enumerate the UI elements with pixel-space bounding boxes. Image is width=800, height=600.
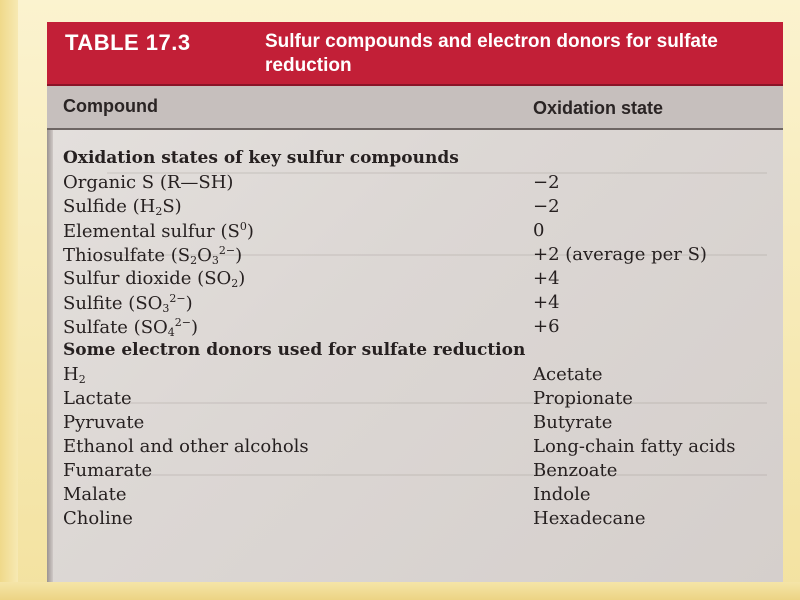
table-row: [47, 196, 783, 220]
electron-donor-left: Lactate: [63, 388, 132, 409]
table-row: [47, 220, 783, 244]
compound-name: Sulfite $(SO_3^{2-})$: [63, 292, 193, 315]
table-row: [47, 244, 783, 268]
table-header-band: [47, 22, 783, 86]
table-row: [47, 436, 783, 460]
oxidation-value: 0: [533, 220, 545, 241]
compound-name: Organic S (R—SH): [63, 172, 234, 193]
oxidation-value: +6: [533, 316, 560, 337]
electron-donor-right: Acetate: [533, 364, 603, 385]
section-heading-electron-donors: Some electron donors used for sulfate reduction: [63, 340, 526, 360]
table-title: Sulfur compounds and electron donors for sulfate reduction: [265, 31, 718, 76]
electron-donor-right: Propionate: [533, 388, 633, 409]
oxidation-value: −2: [533, 172, 560, 193]
electron-donor-left: Malate: [63, 484, 127, 505]
table-row: [47, 388, 783, 412]
table-row: [47, 460, 783, 484]
electron-donor-left: Pyruvate: [63, 412, 145, 433]
table-photo: [47, 22, 783, 582]
compound-name: Sulfide $(H_2S)$: [63, 196, 182, 218]
slide-frame-left: [0, 0, 18, 600]
section-heading-oxidation-states: Oxidation states of key sulfur compounds: [63, 148, 459, 168]
table-row: [47, 292, 783, 316]
compound-name: Thiosulfate $(S_2O_3^{2-})$: [63, 244, 243, 267]
table-number: TABLE 17.3: [65, 30, 191, 55]
oxidation-value: +4: [533, 268, 560, 289]
table-row: [47, 364, 783, 388]
electron-donor-left: Fumarate: [63, 460, 153, 481]
table-row: [47, 172, 783, 196]
column-header-compound: Compound: [63, 96, 158, 116]
electron-donor-right: Hexadecane: [533, 508, 646, 529]
table-row: [47, 316, 783, 340]
slide-frame-bottom: [0, 582, 800, 600]
electron-donor-left: Ethanol and other alcohols: [63, 436, 309, 457]
column-header-oxidation-state: Oxidation state: [533, 98, 664, 118]
table-row: [47, 508, 783, 532]
compound-name: Elemental sulfur $(S^0)$: [63, 220, 254, 242]
electron-donor-right: Butyrate: [533, 412, 613, 433]
electron-donor-right: Long-chain fatty acids: [533, 436, 736, 457]
oxidation-value: −2: [533, 196, 560, 217]
table-row: [47, 268, 783, 292]
compound-name: Sulfate $(SO_4^{2-})$: [63, 316, 199, 339]
electron-donor-left: Choline: [63, 508, 133, 529]
electron-donor-left: $H_2$: [63, 364, 86, 386]
table-row: [47, 484, 783, 508]
table-row: [47, 412, 783, 436]
oxidation-value: +4: [533, 292, 560, 313]
electron-donor-right: Indole: [533, 484, 591, 505]
oxidation-value: +2 (average per S): [533, 244, 707, 265]
column-header-row: [47, 86, 783, 130]
electron-donor-right: Benzoate: [533, 460, 618, 481]
compound-name: Sulfur dioxide $(SO_2)$: [63, 268, 246, 290]
